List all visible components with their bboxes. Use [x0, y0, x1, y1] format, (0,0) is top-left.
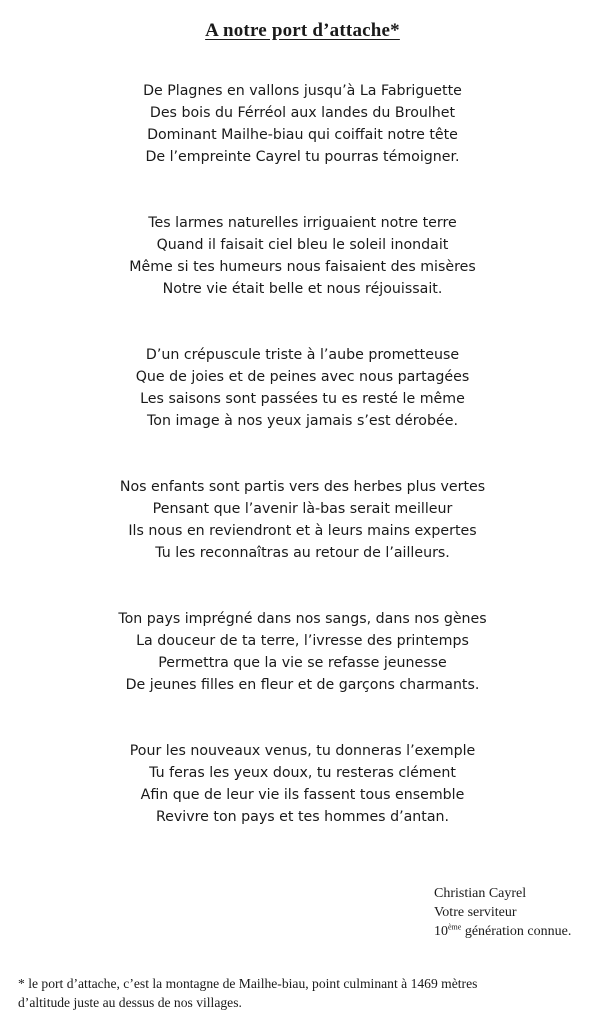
generation-superscript: ème — [448, 922, 462, 932]
generation-number: 10 — [434, 924, 448, 939]
poem-line: La douceur de ta terre, l’ivresse des printemps — [136, 633, 469, 649]
poem-line: Pour les nouveaux venus, tu donneras l’exemple — [129, 743, 476, 759]
poem-line: Ton pays imprégné dans nos sangs, dans nos gènes — [118, 611, 487, 627]
poem-line: Pensant que l’avenir là-bas serait meilleur — [152, 501, 453, 517]
footnote — [18, 974, 588, 1012]
poem-line: Que de joies et de peines avec nous partagées — [135, 369, 470, 385]
poem-line: Nos enfants sont partis vers des herbes plus vertes — [119, 479, 486, 495]
author-generation — [434, 922, 571, 941]
poem-line: Des bois du Férréol aux landes du Broulhet — [149, 105, 456, 121]
author-role: Votre serviteur — [434, 905, 517, 920]
poem-line: Ton image à nos yeux jamais s’est dérobée. — [147, 413, 458, 429]
stanza-3 — [0, 344, 605, 432]
poem-line: Ils nous en reviendront et à leurs mains expertes — [128, 523, 477, 539]
poem-title: A notre port d’attache* — [205, 20, 400, 41]
poem-line: Permettra que la vie se refasse jeunesse — [158, 655, 447, 671]
stanza-1 — [0, 80, 605, 168]
poem-line: De l’empreinte Cayrel tu pourras témoigner. — [145, 149, 460, 165]
footnote-line-2: d’altitude juste au dessus de nos villages. — [18, 995, 242, 1010]
poem-body — [0, 80, 605, 828]
poem-line: Même si tes humeurs nous faisaient des misères — [129, 259, 476, 275]
poem-line: Revivre ton pays et tes hommes d’antan. — [155, 809, 450, 825]
poem-line: Tes larmes naturelles irriguaient notre terre — [148, 215, 457, 231]
poem-line: De Plagnes en vallons jusqu’à La Fabriguette — [143, 83, 462, 99]
poem-line: De jeunes filles en fleur et de garçons charmants. — [125, 677, 480, 693]
footnote-line-1: * le port d’attache, c’est la montagne de Mailhe-biau, point culminant à 1469 mètres — [18, 976, 478, 991]
stanza-2 — [0, 212, 605, 300]
poem-line: Tu feras les yeux doux, tu resteras clément — [149, 765, 456, 781]
poem-line: Dominant Mailhe-biau qui coiffait notre tête — [147, 127, 458, 143]
generation-text: génération connue. — [461, 924, 572, 939]
stanza-4 — [0, 476, 605, 564]
signature-block — [434, 884, 571, 941]
author-name: Christian Cayrel — [434, 886, 527, 901]
poem-line: Notre vie était belle et nous réjouissait. — [162, 281, 443, 297]
poem-line: Quand il faisait ciel bleu le soleil inondait — [156, 237, 449, 253]
stanza-6 — [0, 740, 605, 828]
poem-line: Les saisons sont passées tu es resté le même — [140, 391, 465, 407]
poem-line: Tu les reconnaîtras au retour de l’ailleurs. — [155, 545, 450, 561]
poem-line: Afin que de leur vie ils fassent tous ensemble — [140, 787, 465, 803]
stanza-5 — [0, 608, 605, 696]
poem-line: D’un crépuscule triste à l’aube prometteuse — [145, 347, 460, 363]
